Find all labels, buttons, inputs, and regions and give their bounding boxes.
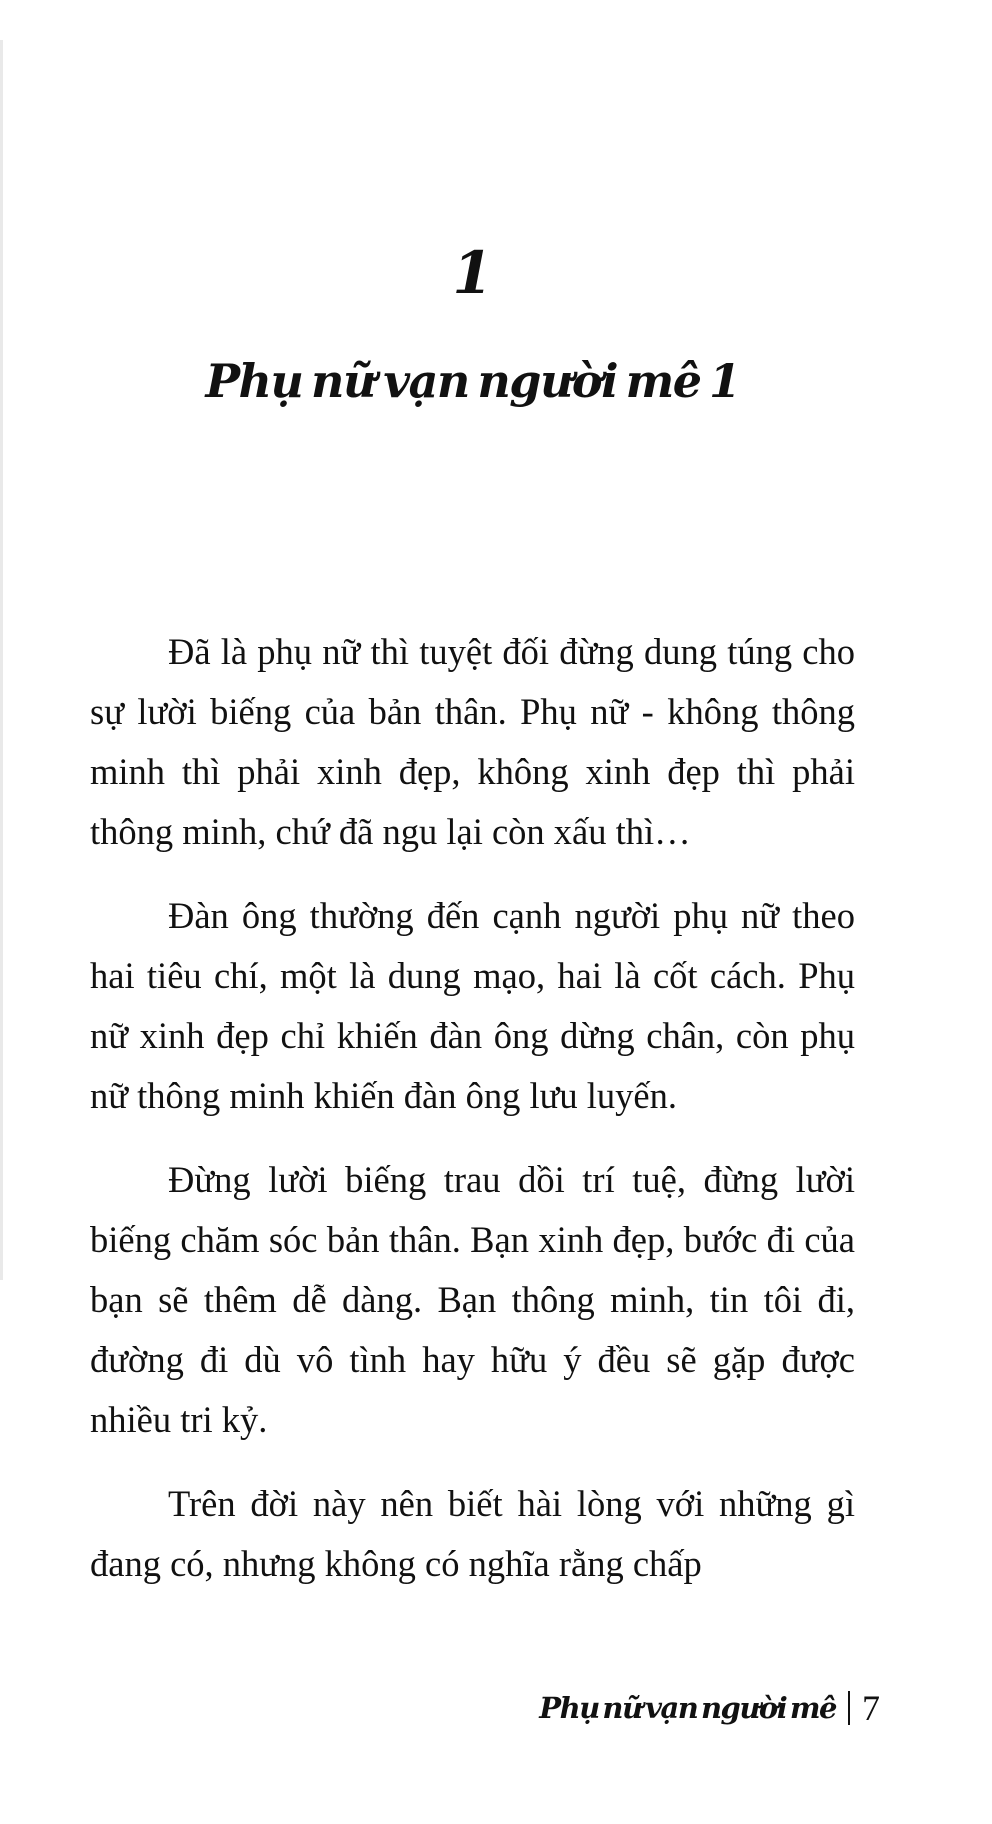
running-title: Phụ nữ vạn người mê (539, 1691, 836, 1725)
body-text (90, 622, 855, 1618)
page-number: 7 (862, 1688, 880, 1728)
chapter-title: Phụ nữ vạn người mê 1 (205, 354, 740, 408)
footer-divider (848, 1691, 850, 1725)
paragraph: Đã là phụ nữ thì tuyệt đối đừng dung túng cho sự lười biếng của bản thân. Phụ nữ - không thông minh thì phải xinh đẹp, không xinh đẹp thì phải thông minh, chứ đã ngu lại còn xấu thì… (90, 631, 855, 852)
chapter-number: 1 (452, 239, 493, 307)
paragraph: Trên đời này nên biết hài lòng với những gì đang có, nhưng không có nghĩa rằng chấp (90, 1483, 855, 1584)
page-edge-shadow (0, 40, 3, 1280)
page-footer (539, 1680, 880, 1736)
paragraph: Đàn ông thường đến cạnh người phụ nữ theo hai tiêu chí, một là dung mạo, hai là cốt cách. Phụ nữ xinh đẹp chỉ khiến đàn ông dừng chân, còn phụ nữ thông minh khiến đàn ông lưu luyến. (90, 895, 855, 1116)
paragraph: Đừng lười biếng trau dồi trí tuệ, đừng lười biếng chăm sóc bản thân. Bạn xinh đẹp, bước đi của bạn sẽ thêm dễ dàng. Bạn thông minh, tin tôi đi, đường đi dù vô tình hay hữu ý đều sẽ gặp được nhiều tri kỷ. (90, 1159, 855, 1440)
